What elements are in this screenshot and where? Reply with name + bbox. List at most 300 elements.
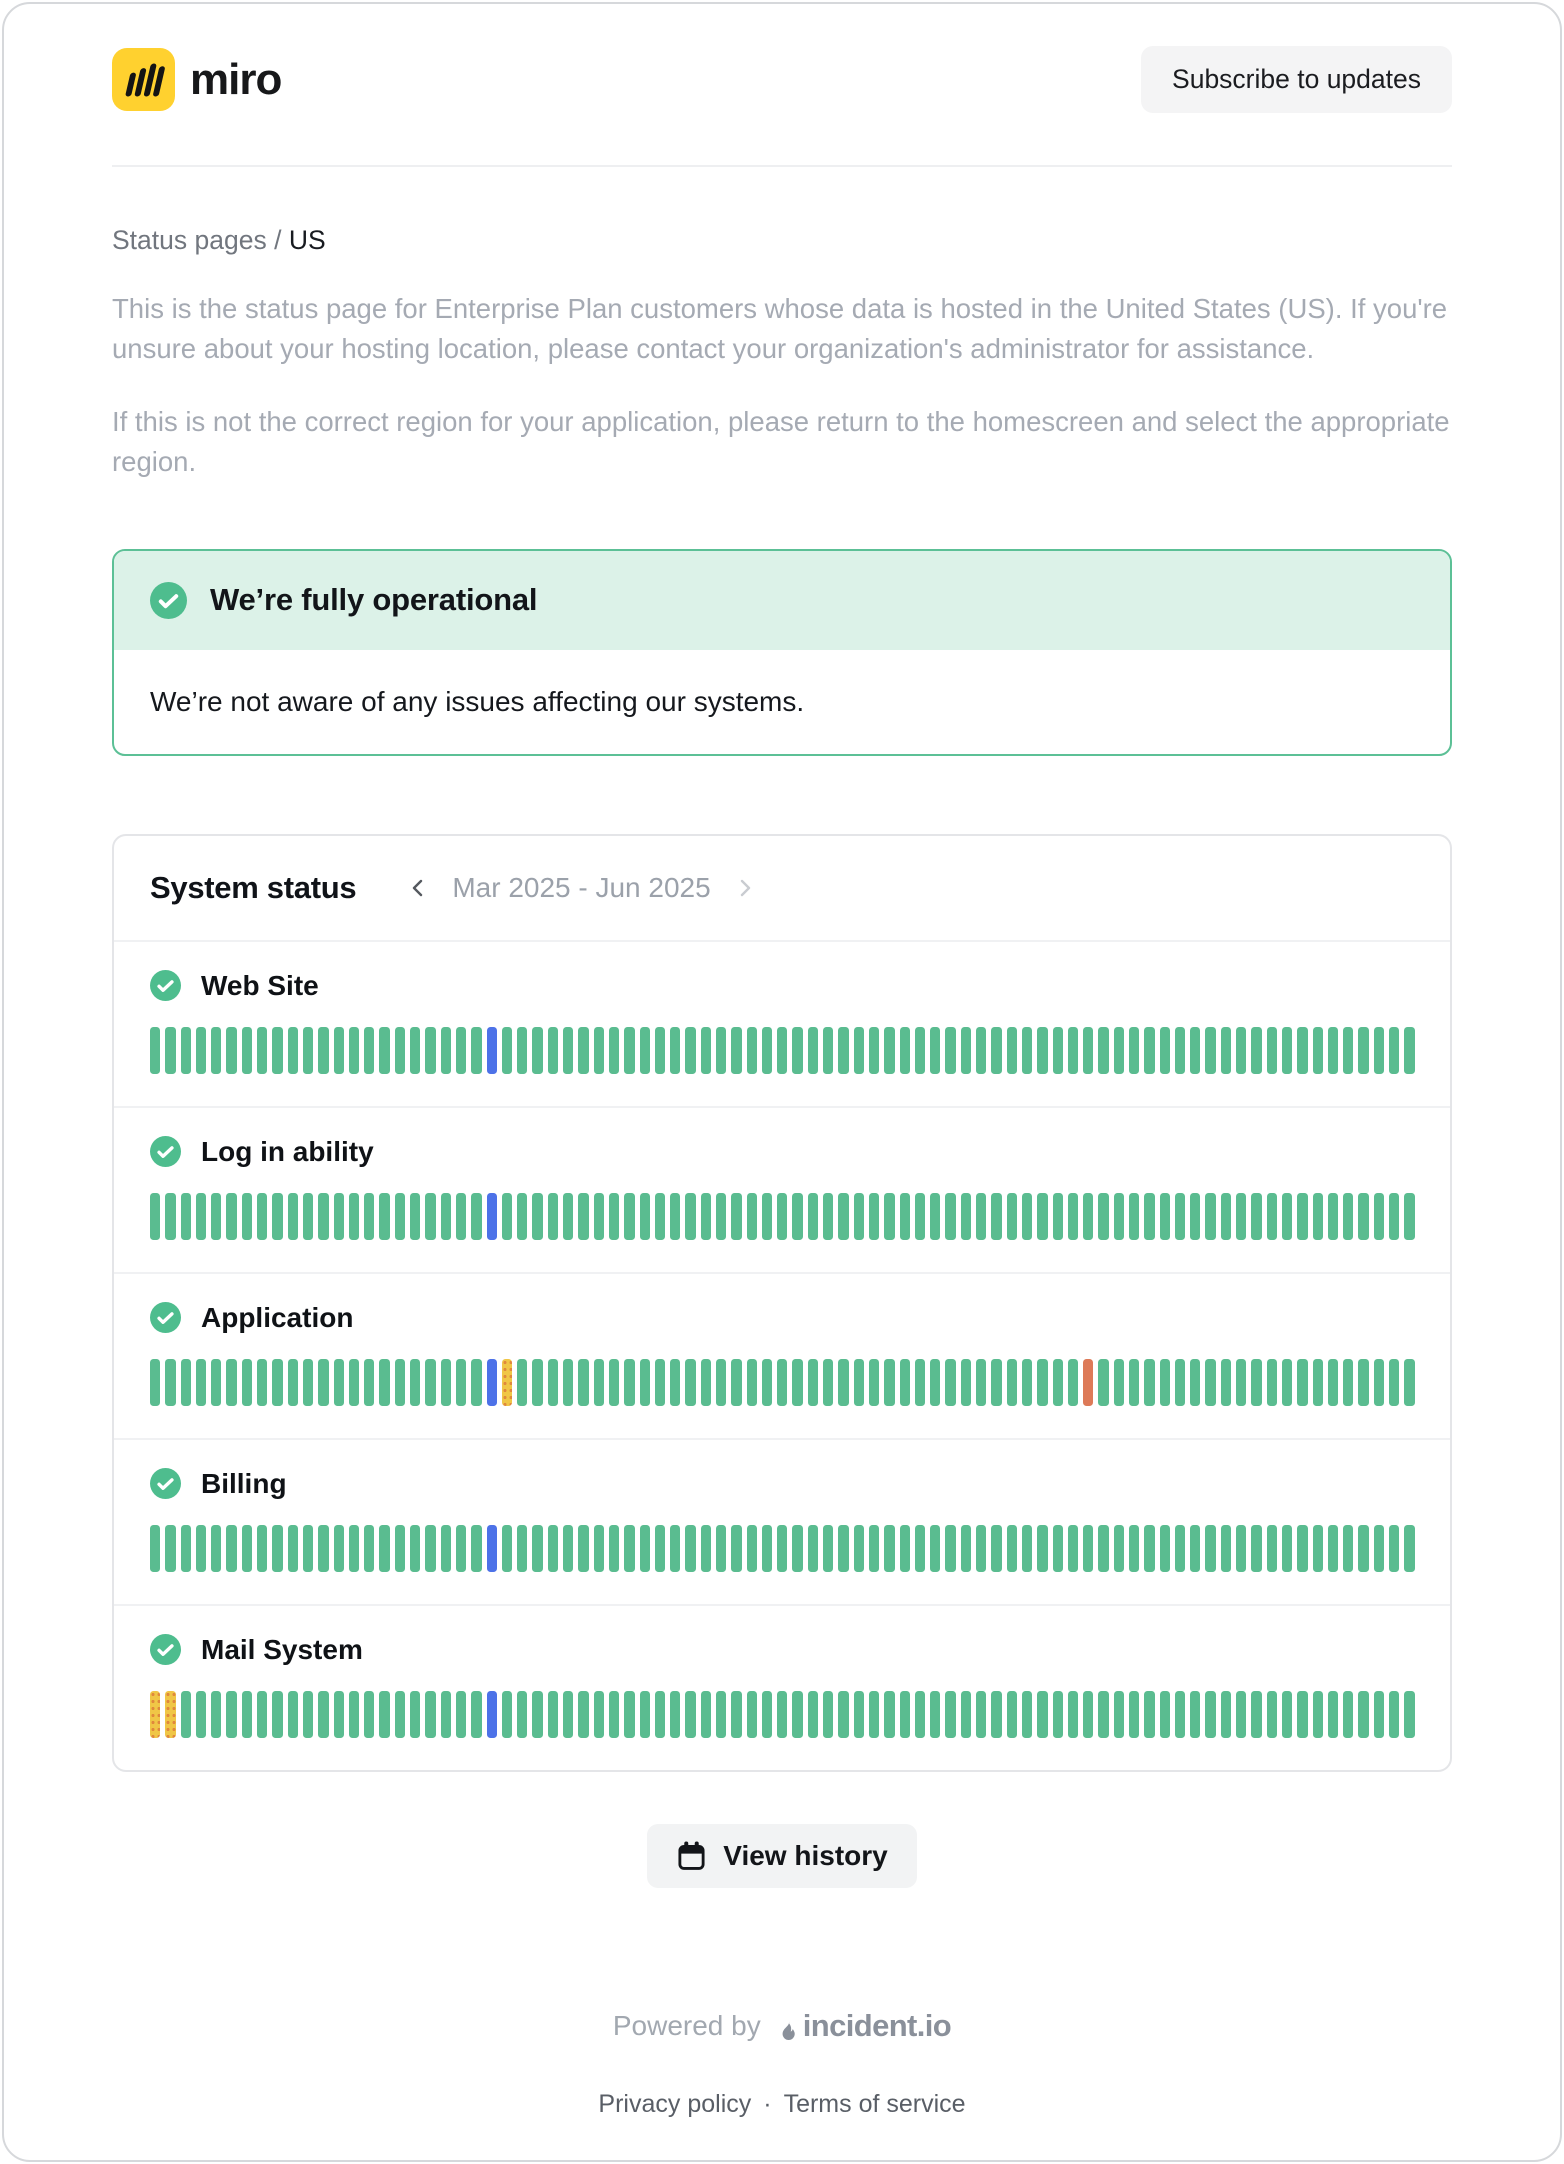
uptime-bar[interactable] — [364, 1193, 374, 1240]
uptime-bar[interactable] — [1251, 1193, 1261, 1240]
uptime-bar[interactable] — [854, 1027, 864, 1074]
uptime-bar[interactable] — [685, 1691, 695, 1738]
uptime-bar[interactable] — [915, 1359, 925, 1406]
uptime-bar[interactable] — [1098, 1359, 1108, 1406]
uptime-bar[interactable] — [1129, 1525, 1139, 1572]
uptime-bar[interactable] — [976, 1525, 986, 1572]
uptime-bar[interactable] — [777, 1193, 787, 1240]
uptime-bar[interactable] — [823, 1525, 833, 1572]
uptime-bar[interactable] — [792, 1027, 802, 1074]
uptime-bar[interactable] — [532, 1193, 542, 1240]
uptime-bar[interactable] — [854, 1359, 864, 1406]
uptime-bar[interactable] — [487, 1193, 497, 1240]
privacy-policy-link[interactable]: Privacy policy — [598, 2089, 752, 2118]
uptime-bar[interactable] — [410, 1359, 420, 1406]
uptime-bar[interactable] — [471, 1027, 481, 1074]
uptime-bar[interactable] — [471, 1525, 481, 1572]
uptime-bar[interactable] — [1297, 1359, 1307, 1406]
uptime-bar[interactable] — [303, 1193, 313, 1240]
uptime-bar[interactable] — [915, 1193, 925, 1240]
uptime-bar[interactable] — [150, 1027, 160, 1074]
uptime-bar[interactable] — [1404, 1359, 1414, 1406]
uptime-bar[interactable] — [1221, 1359, 1231, 1406]
uptime-bar[interactable] — [731, 1193, 741, 1240]
uptime-bar[interactable] — [1037, 1691, 1047, 1738]
uptime-bar[interactable] — [1343, 1525, 1353, 1572]
uptime-bar[interactable] — [945, 1359, 955, 1406]
uptime-bar[interactable] — [594, 1691, 604, 1738]
uptime-bar[interactable] — [578, 1193, 588, 1240]
uptime-bar[interactable] — [1160, 1525, 1170, 1572]
uptime-bar[interactable] — [1053, 1525, 1063, 1572]
uptime-bar[interactable] — [838, 1359, 848, 1406]
uptime-bar[interactable] — [1098, 1193, 1108, 1240]
uptime-bar[interactable] — [211, 1193, 221, 1240]
uptime-bar[interactable] — [655, 1193, 665, 1240]
uptime-bar[interactable] — [456, 1525, 466, 1572]
uptime-bar[interactable] — [1068, 1691, 1078, 1738]
uptime-bar[interactable] — [1114, 1691, 1124, 1738]
uptime-bar[interactable] — [502, 1027, 512, 1074]
uptime-bar[interactable] — [1175, 1691, 1185, 1738]
uptime-bar[interactable] — [1098, 1525, 1108, 1572]
uptime-bar[interactable] — [1022, 1691, 1032, 1738]
uptime-bar[interactable] — [976, 1193, 986, 1240]
uptime-bar[interactable] — [976, 1359, 986, 1406]
uptime-bar[interactable] — [563, 1193, 573, 1240]
uptime-bar[interactable] — [884, 1027, 894, 1074]
uptime-bar[interactable] — [425, 1691, 435, 1738]
uptime-bar[interactable] — [1236, 1525, 1246, 1572]
uptime-bar[interactable] — [1114, 1359, 1124, 1406]
uptime-bar[interactable] — [1267, 1359, 1277, 1406]
uptime-bar[interactable] — [318, 1359, 328, 1406]
uptime-bar[interactable] — [594, 1027, 604, 1074]
uptime-bar[interactable] — [701, 1525, 711, 1572]
uptime-bar[interactable] — [1175, 1027, 1185, 1074]
uptime-bar[interactable] — [349, 1193, 359, 1240]
uptime-bar[interactable] — [1190, 1027, 1200, 1074]
uptime-bar[interactable] — [1389, 1691, 1399, 1738]
uptime-bar[interactable] — [257, 1193, 267, 1240]
uptime-bar[interactable] — [517, 1359, 527, 1406]
uptime-bar[interactable] — [165, 1691, 175, 1738]
uptime-bar[interactable] — [1190, 1359, 1200, 1406]
uptime-bar[interactable] — [1236, 1359, 1246, 1406]
uptime-bar[interactable] — [1236, 1027, 1246, 1074]
uptime-bar[interactable] — [303, 1691, 313, 1738]
uptime-bar[interactable] — [1205, 1193, 1215, 1240]
uptime-bar[interactable] — [364, 1359, 374, 1406]
uptime-bar[interactable] — [1114, 1525, 1124, 1572]
uptime-bar[interactable] — [1313, 1193, 1323, 1240]
uptime-bar[interactable] — [685, 1193, 695, 1240]
uptime-bar[interactable] — [1389, 1193, 1399, 1240]
uptime-bar[interactable] — [976, 1027, 986, 1074]
uptime-bar[interactable] — [808, 1027, 818, 1074]
uptime-bar[interactable] — [410, 1193, 420, 1240]
uptime-bar[interactable] — [991, 1359, 1001, 1406]
uptime-bar[interactable] — [655, 1691, 665, 1738]
uptime-bar[interactable] — [1389, 1359, 1399, 1406]
uptime-bar[interactable] — [685, 1359, 695, 1406]
uptime-bar[interactable] — [548, 1027, 558, 1074]
uptime-bar[interactable] — [471, 1691, 481, 1738]
uptime-bar[interactable] — [349, 1027, 359, 1074]
uptime-bar[interactable] — [884, 1691, 894, 1738]
uptime-bar[interactable] — [395, 1691, 405, 1738]
uptime-bar[interactable] — [395, 1193, 405, 1240]
uptime-bar[interactable] — [303, 1359, 313, 1406]
uptime-bar[interactable] — [808, 1525, 818, 1572]
uptime-bar[interactable] — [823, 1193, 833, 1240]
uptime-bar[interactable] — [884, 1525, 894, 1572]
uptime-bar[interactable] — [1358, 1525, 1368, 1572]
uptime-bar[interactable] — [1404, 1193, 1414, 1240]
uptime-bar[interactable] — [762, 1027, 772, 1074]
uptime-bar[interactable] — [640, 1691, 650, 1738]
uptime-bar[interactable] — [181, 1359, 191, 1406]
incident-io-logo[interactable] — [775, 2008, 951, 2044]
uptime-bar[interactable] — [624, 1193, 634, 1240]
uptime-bar[interactable] — [961, 1027, 971, 1074]
uptime-bar[interactable] — [456, 1359, 466, 1406]
uptime-bar[interactable] — [425, 1193, 435, 1240]
uptime-bar[interactable] — [945, 1193, 955, 1240]
uptime-bar[interactable] — [900, 1027, 910, 1074]
uptime-bar[interactable] — [915, 1525, 925, 1572]
uptime-bar[interactable] — [303, 1525, 313, 1572]
uptime-bar[interactable] — [1297, 1027, 1307, 1074]
uptime-bar[interactable] — [257, 1525, 267, 1572]
uptime-bar[interactable] — [1022, 1193, 1032, 1240]
uptime-bar[interactable] — [716, 1691, 726, 1738]
uptime-bar[interactable] — [1374, 1359, 1384, 1406]
uptime-bar[interactable] — [165, 1027, 175, 1074]
uptime-bar[interactable] — [762, 1525, 772, 1572]
uptime-bar[interactable] — [823, 1027, 833, 1074]
uptime-bar[interactable] — [1007, 1027, 1017, 1074]
uptime-bar[interactable] — [196, 1691, 206, 1738]
uptime-bar[interactable] — [502, 1691, 512, 1738]
uptime-bar[interactable] — [915, 1691, 925, 1738]
uptime-bar[interactable] — [1267, 1525, 1277, 1572]
uptime-bar[interactable] — [242, 1525, 252, 1572]
uptime-bar[interactable] — [609, 1691, 619, 1738]
uptime-bar[interactable] — [1267, 1691, 1277, 1738]
uptime-bar[interactable] — [1221, 1525, 1231, 1572]
uptime-bar[interactable] — [762, 1691, 772, 1738]
uptime-bar[interactable] — [1343, 1027, 1353, 1074]
uptime-bar[interactable] — [1205, 1027, 1215, 1074]
uptime-bar[interactable] — [334, 1193, 344, 1240]
uptime-bar[interactable] — [1053, 1691, 1063, 1738]
uptime-bar[interactable] — [1297, 1691, 1307, 1738]
uptime-bar[interactable] — [257, 1027, 267, 1074]
previous-period-button[interactable] — [402, 872, 434, 904]
uptime-bar[interactable] — [272, 1027, 282, 1074]
uptime-bar[interactable] — [1083, 1027, 1093, 1074]
uptime-bar[interactable] — [991, 1027, 1001, 1074]
uptime-bar[interactable] — [1389, 1027, 1399, 1074]
uptime-bar[interactable] — [1037, 1193, 1047, 1240]
uptime-bar[interactable] — [930, 1193, 940, 1240]
uptime-bar[interactable] — [1007, 1359, 1017, 1406]
uptime-bar[interactable] — [226, 1525, 236, 1572]
uptime-bar[interactable] — [808, 1691, 818, 1738]
uptime-bar[interactable] — [578, 1027, 588, 1074]
uptime-bar[interactable] — [425, 1027, 435, 1074]
uptime-bar[interactable] — [1053, 1027, 1063, 1074]
uptime-bar[interactable] — [930, 1359, 940, 1406]
uptime-bar[interactable] — [181, 1027, 191, 1074]
uptime-bar[interactable] — [1374, 1027, 1384, 1074]
uptime-bar[interactable] — [410, 1691, 420, 1738]
uptime-bar[interactable] — [1251, 1027, 1261, 1074]
uptime-bar[interactable] — [930, 1525, 940, 1572]
uptime-bar[interactable] — [854, 1525, 864, 1572]
uptime-bar[interactable] — [915, 1027, 925, 1074]
uptime-bar[interactable] — [364, 1027, 374, 1074]
uptime-bar[interactable] — [747, 1193, 757, 1240]
uptime-bar[interactable] — [1053, 1359, 1063, 1406]
uptime-bar[interactable] — [532, 1027, 542, 1074]
uptime-bar[interactable] — [1160, 1027, 1170, 1074]
uptime-bar[interactable] — [181, 1525, 191, 1572]
uptime-bar[interactable] — [1129, 1193, 1139, 1240]
uptime-bar[interactable] — [1114, 1027, 1124, 1074]
uptime-bar[interactable] — [1282, 1691, 1292, 1738]
uptime-bar[interactable] — [257, 1359, 267, 1406]
uptime-bar[interactable] — [838, 1193, 848, 1240]
uptime-bar[interactable] — [288, 1691, 298, 1738]
uptime-bar[interactable] — [777, 1525, 787, 1572]
uptime-bar[interactable] — [1328, 1691, 1338, 1738]
uptime-bar[interactable] — [548, 1691, 558, 1738]
uptime-bar[interactable] — [242, 1691, 252, 1738]
uptime-bar[interactable] — [624, 1691, 634, 1738]
uptime-bar[interactable] — [731, 1027, 741, 1074]
uptime-bar[interactable] — [991, 1691, 1001, 1738]
uptime-bar[interactable] — [1205, 1359, 1215, 1406]
uptime-bar[interactable] — [777, 1027, 787, 1074]
uptime-bar[interactable] — [196, 1525, 206, 1572]
uptime-bar[interactable] — [1144, 1027, 1154, 1074]
uptime-bar[interactable] — [1236, 1193, 1246, 1240]
uptime-bar[interactable] — [211, 1027, 221, 1074]
uptime-bar[interactable] — [1328, 1027, 1338, 1074]
uptime-bar[interactable] — [487, 1359, 497, 1406]
uptime-bar[interactable] — [747, 1359, 757, 1406]
uptime-bar[interactable] — [670, 1691, 680, 1738]
uptime-bar[interactable] — [685, 1027, 695, 1074]
uptime-bar[interactable] — [532, 1691, 542, 1738]
uptime-bar[interactable] — [747, 1027, 757, 1074]
uptime-bar[interactable] — [1037, 1027, 1047, 1074]
uptime-bar[interactable] — [1144, 1691, 1154, 1738]
uptime-bar[interactable] — [242, 1027, 252, 1074]
uptime-bar[interactable] — [930, 1027, 940, 1074]
uptime-bar[interactable] — [1144, 1525, 1154, 1572]
uptime-bar[interactable] — [961, 1359, 971, 1406]
uptime-bar[interactable] — [1190, 1193, 1200, 1240]
uptime-bar[interactable] — [242, 1193, 252, 1240]
uptime-bar[interactable] — [563, 1691, 573, 1738]
uptime-bar[interactable] — [532, 1359, 542, 1406]
uptime-bar[interactable] — [1282, 1525, 1292, 1572]
uptime-bar[interactable] — [272, 1691, 282, 1738]
uptime-bar[interactable] — [976, 1691, 986, 1738]
uptime-bar[interactable] — [487, 1525, 497, 1572]
uptime-bar[interactable] — [1007, 1525, 1017, 1572]
uptime-bar[interactable] — [318, 1027, 328, 1074]
uptime-bar[interactable] — [869, 1359, 879, 1406]
uptime-bar[interactable] — [257, 1691, 267, 1738]
uptime-bar[interactable] — [303, 1027, 313, 1074]
uptime-bar[interactable] — [609, 1359, 619, 1406]
uptime-bar[interactable] — [288, 1525, 298, 1572]
uptime-bar[interactable] — [1267, 1193, 1277, 1240]
uptime-bar[interactable] — [1037, 1359, 1047, 1406]
uptime-bar[interactable] — [334, 1525, 344, 1572]
uptime-bar[interactable] — [471, 1193, 481, 1240]
uptime-bar[interactable] — [1267, 1027, 1277, 1074]
uptime-bar[interactable] — [1160, 1193, 1170, 1240]
uptime-bar[interactable] — [226, 1359, 236, 1406]
uptime-bar[interactable] — [425, 1525, 435, 1572]
uptime-bar[interactable] — [716, 1027, 726, 1074]
uptime-bar[interactable] — [1098, 1027, 1108, 1074]
uptime-bar[interactable] — [226, 1691, 236, 1738]
uptime-bar[interactable] — [670, 1359, 680, 1406]
uptime-bar[interactable] — [1404, 1691, 1414, 1738]
uptime-bar[interactable] — [1037, 1525, 1047, 1572]
uptime-bar[interactable] — [594, 1359, 604, 1406]
uptime-bar[interactable] — [900, 1691, 910, 1738]
uptime-bar[interactable] — [1236, 1691, 1246, 1738]
uptime-bar[interactable] — [1068, 1359, 1078, 1406]
uptime-bar[interactable] — [640, 1193, 650, 1240]
uptime-bar[interactable] — [1068, 1193, 1078, 1240]
uptime-bar[interactable] — [762, 1359, 772, 1406]
uptime-bar[interactable] — [1022, 1359, 1032, 1406]
uptime-bar[interactable] — [456, 1027, 466, 1074]
uptime-bar[interactable] — [854, 1193, 864, 1240]
uptime-bar[interactable] — [624, 1027, 634, 1074]
uptime-bar[interactable] — [517, 1525, 527, 1572]
uptime-bar[interactable] — [731, 1359, 741, 1406]
uptime-bar[interactable] — [716, 1525, 726, 1572]
uptime-bar[interactable] — [609, 1193, 619, 1240]
uptime-bar[interactable] — [517, 1027, 527, 1074]
uptime-bar[interactable] — [165, 1193, 175, 1240]
uptime-bar[interactable] — [991, 1193, 1001, 1240]
uptime-bar[interactable] — [808, 1359, 818, 1406]
uptime-bar[interactable] — [211, 1359, 221, 1406]
uptime-bar[interactable] — [1282, 1359, 1292, 1406]
uptime-bar[interactable] — [318, 1525, 328, 1572]
uptime-bar[interactable] — [441, 1193, 451, 1240]
uptime-bar[interactable] — [823, 1691, 833, 1738]
uptime-bar[interactable] — [1221, 1691, 1231, 1738]
uptime-bar[interactable] — [1144, 1193, 1154, 1240]
uptime-bar[interactable] — [640, 1359, 650, 1406]
uptime-bar[interactable] — [456, 1691, 466, 1738]
uptime-bar[interactable] — [441, 1027, 451, 1074]
uptime-bar[interactable] — [777, 1691, 787, 1738]
uptime-bar[interactable] — [441, 1691, 451, 1738]
uptime-bar[interactable] — [349, 1359, 359, 1406]
uptime-bar[interactable] — [456, 1193, 466, 1240]
uptime-bar[interactable] — [945, 1525, 955, 1572]
uptime-bar[interactable] — [900, 1193, 910, 1240]
uptime-bar[interactable] — [961, 1525, 971, 1572]
uptime-bar[interactable] — [410, 1027, 420, 1074]
uptime-bar[interactable] — [823, 1359, 833, 1406]
uptime-bar[interactable] — [1282, 1193, 1292, 1240]
uptime-bar[interactable] — [1343, 1691, 1353, 1738]
uptime-bar[interactable] — [211, 1691, 221, 1738]
uptime-bar[interactable] — [1175, 1193, 1185, 1240]
uptime-bar[interactable] — [318, 1193, 328, 1240]
uptime-bar[interactable] — [272, 1193, 282, 1240]
uptime-bar[interactable] — [165, 1359, 175, 1406]
uptime-bar[interactable] — [395, 1525, 405, 1572]
uptime-bar[interactable] — [1007, 1691, 1017, 1738]
uptime-bar[interactable] — [670, 1525, 680, 1572]
uptime-bar[interactable] — [334, 1691, 344, 1738]
uptime-bar[interactable] — [624, 1359, 634, 1406]
uptime-bar[interactable] — [272, 1359, 282, 1406]
uptime-bar[interactable] — [1389, 1525, 1399, 1572]
uptime-bar[interactable] — [655, 1027, 665, 1074]
uptime-bar[interactable] — [181, 1193, 191, 1240]
uptime-bar[interactable] — [395, 1027, 405, 1074]
uptime-bar[interactable] — [349, 1525, 359, 1572]
uptime-bar[interactable] — [1205, 1525, 1215, 1572]
uptime-bar[interactable] — [487, 1691, 497, 1738]
uptime-bar[interactable] — [900, 1359, 910, 1406]
uptime-bar[interactable] — [150, 1525, 160, 1572]
uptime-bar[interactable] — [594, 1193, 604, 1240]
uptime-bar[interactable] — [563, 1359, 573, 1406]
uptime-bar[interactable] — [792, 1691, 802, 1738]
uptime-bar[interactable] — [1251, 1691, 1261, 1738]
uptime-bar[interactable] — [1175, 1359, 1185, 1406]
breadcrumb-section[interactable]: Status pages — [112, 225, 267, 255]
uptime-bar[interactable] — [410, 1525, 420, 1572]
uptime-bar[interactable] — [1083, 1359, 1093, 1406]
uptime-bar[interactable] — [1221, 1193, 1231, 1240]
uptime-bar[interactable] — [318, 1691, 328, 1738]
uptime-bar[interactable] — [792, 1525, 802, 1572]
uptime-bar[interactable] — [517, 1193, 527, 1240]
uptime-bar[interactable] — [165, 1525, 175, 1572]
uptime-bar[interactable] — [1007, 1193, 1017, 1240]
uptime-bar[interactable] — [288, 1359, 298, 1406]
uptime-bar[interactable] — [609, 1027, 619, 1074]
uptime-bar[interactable] — [1328, 1525, 1338, 1572]
uptime-bar[interactable] — [1404, 1525, 1414, 1572]
uptime-bar[interactable] — [884, 1359, 894, 1406]
uptime-bar[interactable] — [1297, 1193, 1307, 1240]
uptime-bar[interactable] — [640, 1027, 650, 1074]
uptime-bar[interactable] — [1083, 1525, 1093, 1572]
uptime-bar[interactable] — [226, 1193, 236, 1240]
uptime-bar[interactable] — [1328, 1359, 1338, 1406]
uptime-bar[interactable] — [441, 1525, 451, 1572]
uptime-bar[interactable] — [609, 1525, 619, 1572]
